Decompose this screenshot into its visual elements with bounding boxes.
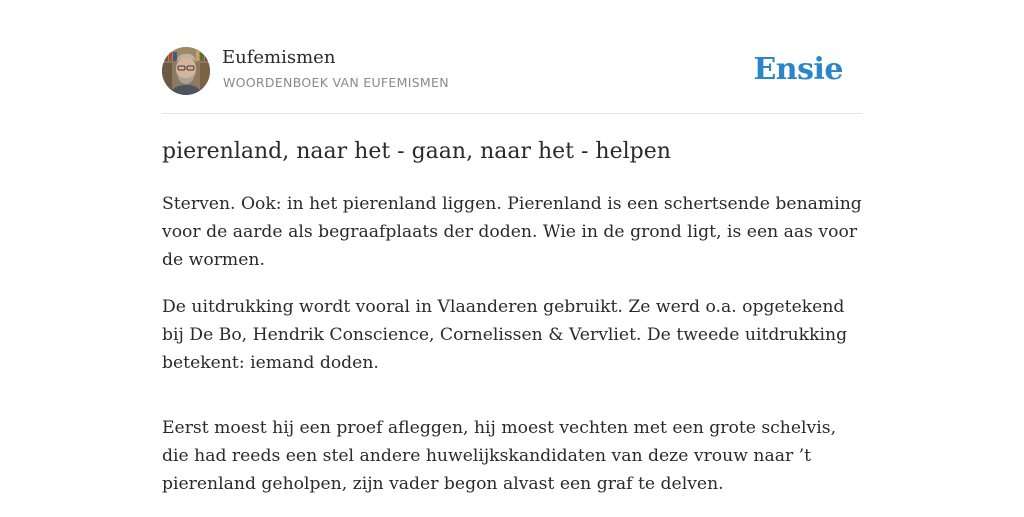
entry-body <box>162 190 867 517</box>
usage-paragraph: De uitdrukking wordt vooral in Vlaanderen gebruikt. Ze werd o.a. opgetekend bij De Bo, Hendrik Conscience, Cornelissen & Vervliet. De tweede uitdrukking betekent: iemand doden. <box>162 297 848 373</box>
dictionary-subtitle[interactable]: WOORDENBOEK VAN EUFEMISMEN <box>223 75 449 90</box>
header-divider <box>162 113 862 114</box>
author-name[interactable]: Eufemismen <box>222 47 336 68</box>
entry-title: pierenland, naar het - gaan, naar het - helpen <box>162 139 671 164</box>
example-quote: Eerst moest hij een proef afleggen, hij moest vechten met een grote schelvis, die had reeds een stel andere huwelijkskandidaten van deze vrouw naar ’t pierenland geholpen, zijn vader begon alvast een graf te delven. <box>162 418 837 494</box>
entry-card <box>162 0 862 512</box>
entry-header <box>162 47 862 95</box>
definition-paragraph: Sterven. Ook: in het pierenland liggen. Pierenland is een schertsende benaming voor de aarde als begraafplaats der doden. Wie in de grond ligt, is een aas voor de wormen. <box>162 194 862 270</box>
ensie-logo[interactable]: Ensie <box>753 52 843 87</box>
avatar-photo <box>162 47 210 95</box>
author-avatar[interactable] <box>162 47 210 95</box>
